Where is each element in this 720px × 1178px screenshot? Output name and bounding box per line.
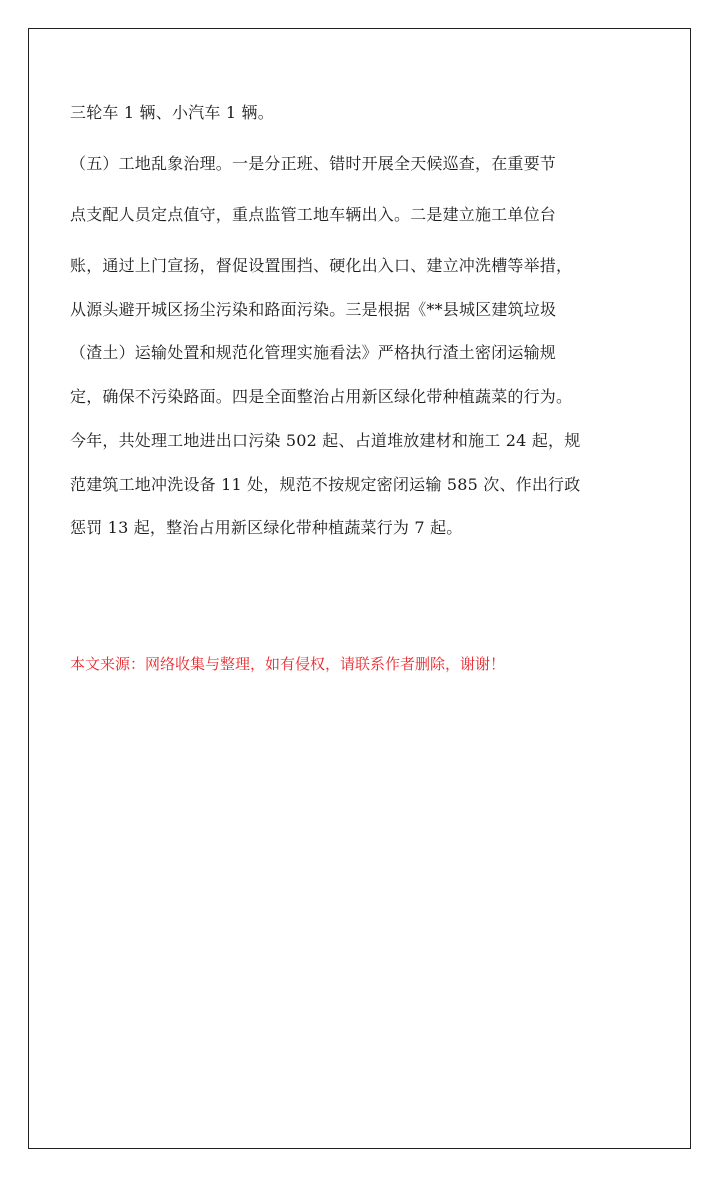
- document-page: [28, 28, 691, 1149]
- paragraph-line: （渣土）运输处置和规范化管理实施看法》严格执行渣土密闭运输规: [70, 343, 557, 362]
- paragraph-line: 从源头避开城区扬尘污染和路面污染。三是根据《**县城区建筑垃圾: [70, 300, 557, 319]
- paragraph-line: 点支配人员定点值守，重点监管工地车辆出入。二是建立施工单位台: [70, 205, 557, 224]
- paragraph-line: （五）工地乱象治理。一是分正班、错时开展全天候巡查，在重要节: [70, 154, 557, 173]
- paragraph-line: 账，通过上门宣扬，督促设置围挡、硬化出入口、建立冲洗槽等举措，: [70, 256, 573, 275]
- paragraph-line: 三轮车 1 辆、小汽车 1 辆。: [70, 103, 274, 122]
- paragraph-line: 惩罚 13 起，整治占用新区绿化带种植蔬菜行为 7 起。: [70, 518, 463, 537]
- paragraph-line: 今年，共处理工地进出口污染 502 起、占道堆放建材和施工 24 起，规: [70, 431, 581, 450]
- paragraph-line: 范建筑工地冲洗设备 11 处，规范不按规定密闭运输 585 次、作出行政: [70, 475, 581, 494]
- paragraph-line: 定，确保不污染路面。四是全面整治占用新区绿化带种植蔬菜的行为。: [70, 387, 573, 406]
- source-note: 本文来源：网络收集与整理，如有侵权，请联系作者删除，谢谢！: [70, 655, 506, 673]
